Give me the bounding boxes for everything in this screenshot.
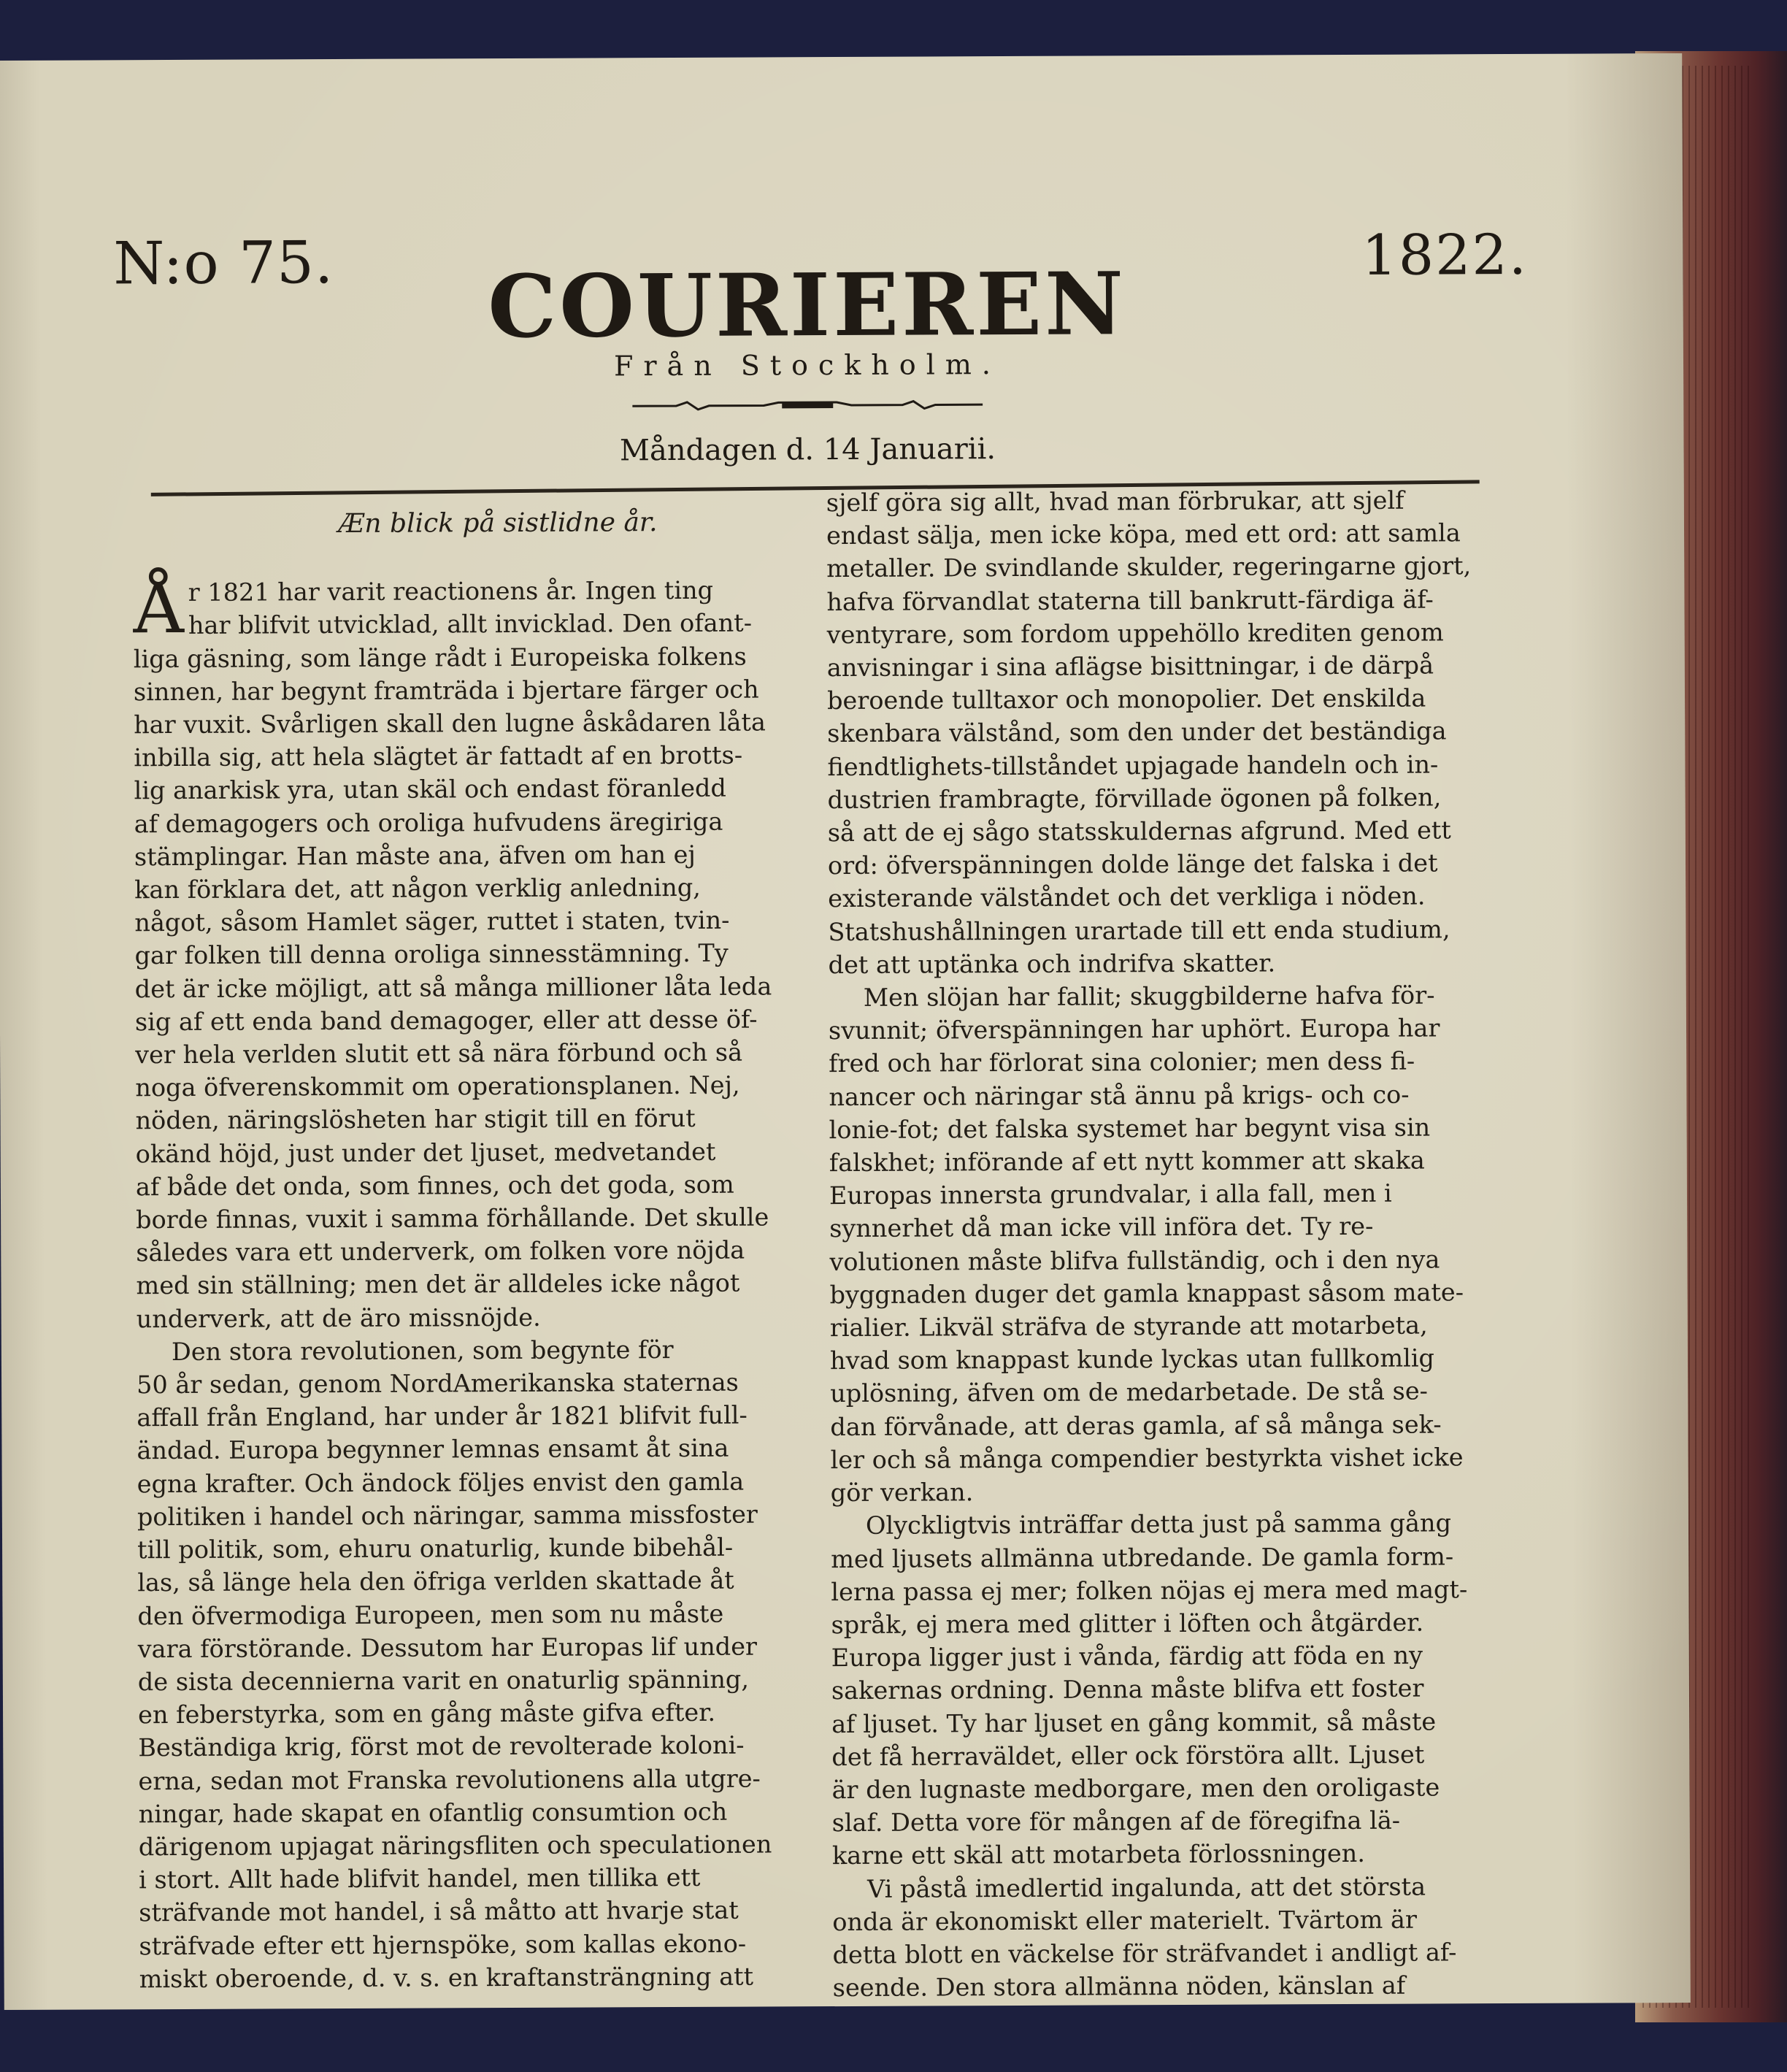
- text-line: fiendtlighets-tillståndet upjagade handeln och in-: [827, 750, 1439, 781]
- text-line: fred och har förlorat sina colonier; men dess fi-: [829, 1047, 1415, 1078]
- left-column-text: [133, 567, 839, 1995]
- text-line: Europa ligger just i vånda, färdig att föda en ny: [831, 1641, 1423, 1673]
- text-line: gar folken till denna oroliga sinnesstämning. Ty: [134, 939, 729, 970]
- text-line: stämplingar. Han måste ana, äfven om han ej: [134, 840, 696, 872]
- text-line: till politik, som, ehuru onaturlig, kunde bibehål-: [137, 1532, 734, 1565]
- text-line: af demagogers och oroliga hufvudens äregiriga: [134, 807, 723, 838]
- text-line: sig af ett enda band demagoger, eller att desse öf-: [134, 1005, 758, 1037]
- text-line: egna krafter. Och ändock följes envist den gamla: [137, 1467, 745, 1498]
- newspaper-subtitle: Från Stockholm.: [613, 348, 1002, 383]
- text-line: anvisningar i sina aflägse bisittningar, i de därpå: [826, 651, 1434, 683]
- text-line: af både det onda, som finnes, och det goda, som: [135, 1170, 734, 1202]
- text-line: sjelf göra sig allt, hvad man förbrukar, att sjelf: [826, 486, 1404, 518]
- text-line: nöden, näringslösheten har stigit till en förut: [135, 1104, 696, 1135]
- text-line: rialier. Likväl sträfva de styrande att motarbeta,: [829, 1311, 1428, 1343]
- text-line: ler och så många compendier bestyrkta vishet icke: [830, 1443, 1464, 1474]
- text-line: Men slöjan har fallit; skuggbilderne hafva för-: [863, 981, 1435, 1012]
- text-line: med ljusets allmänna utbredande. De gamla form-: [831, 1541, 1454, 1573]
- text-line: lig anarkisk yra, utan skäl och endast föranledd: [134, 774, 726, 805]
- newspaper-title: COURIEREN: [488, 253, 1127, 358]
- text-line: endast sälja, men icke köpa, med ett ord: att samla: [826, 518, 1461, 550]
- text-line: Olyckligtvis inträffar detta just på samma gång: [865, 1508, 1452, 1540]
- issue-year: 1822.: [1361, 221, 1529, 288]
- text-line: karne ett skäl att motarbeta förlossningen.: [831, 1839, 1366, 1870]
- text-line: slaf. Detta vore för mången af de föregifna lä-: [831, 1806, 1401, 1838]
- text-line: hafva förvandlat staterna till bankrutt-färdiga äf-: [826, 585, 1434, 616]
- text-line: miskt oberoende, d. v. s. en kraftansträngning att: [139, 1962, 754, 1993]
- paper-sheet: [0, 53, 1691, 2010]
- text-line: språk, ej mera med glitter i löften och åtgärder.: [831, 1608, 1424, 1639]
- issue-number: N:o 75.: [113, 229, 334, 298]
- text-line: metaller. De svindlande skulder, regeringarne gjort,: [826, 551, 1472, 583]
- text-line: falskhet; införande af ett nytt kommer att skaka: [829, 1146, 1425, 1178]
- text-line: det att uptänka och indrifva skatter.: [828, 948, 1276, 979]
- text-line: sträfvade efter ett hjernspöke, som kallas ekono-: [139, 1929, 747, 1960]
- text-line: lerna passa ej mer; folken nöjas ej mera med magt-: [831, 1574, 1468, 1606]
- text-line: hvad som knappast kunde lyckas utan fullkomlig: [829, 1343, 1435, 1375]
- text-line: något, såsom Hamlet säger, ruttet i staten, tvin-: [134, 905, 730, 937]
- text-line: således vara ett underverk, om folken vore nöjda: [136, 1235, 745, 1267]
- right-column-text: [826, 483, 1534, 2005]
- text-line: byggnaden duger det gamla knappast såsom mate-: [829, 1278, 1464, 1309]
- text-line: sinnen, har begynt framträda i bjertare färger och: [133, 675, 759, 707]
- text-line: en feberstyrka, som en gång måste gifva efter.: [137, 1697, 716, 1730]
- text-line: r 1821 har varit reactionens år. Ingen ting: [188, 575, 714, 607]
- text-line: liga gäsning, som länge rådt i Europeiska folkens: [133, 642, 747, 673]
- text-line: därigenom upjagat näringsfliten och speculationen: [138, 1830, 772, 1862]
- text-line: ventyrare, som fordom uppehöllo krediten genom: [826, 618, 1444, 649]
- text-line: 50 år sedan, genom NordAmerikanska staternas: [137, 1367, 739, 1400]
- text-line: lonie-fot; det falska systemet har begynt visa sin: [829, 1113, 1431, 1144]
- text-line: uplösning, äfven om de medarbetade. De stå se-: [830, 1376, 1429, 1408]
- text-line: las, så länge hela den öfriga verlden skattade åt: [137, 1565, 734, 1597]
- text-line: den öfvermodiga Europeen, men som nu måste: [137, 1599, 724, 1630]
- text-line: gör verkan.: [830, 1478, 974, 1508]
- ornament-rule-icon: [632, 399, 983, 411]
- drop-capital: Å: [133, 567, 185, 650]
- text-line: inbilla sig, att hela slägtet är fattadt af en brotts-: [134, 740, 743, 772]
- text-line: detta blott en väckelse för sträfvandet i andligt af-: [832, 1938, 1457, 1970]
- text-line: onda är ekonomiskt eller materielt. Tvärtom är: [832, 1905, 1418, 1936]
- text-line: svunnit; öfverspänningen har uphört. Europa har: [828, 1013, 1440, 1045]
- text-line: med sin ställning; men det är alldeles icke något: [136, 1269, 740, 1300]
- column-right: [826, 483, 1534, 2005]
- text-line: politiken i handel och näringar, samma missfoster: [137, 1500, 758, 1532]
- text-line: vara förstörande. Dessutom har Europas lif under: [137, 1632, 758, 1663]
- text-line: erna, sedan mot Franska revolutionens alla utgre-: [138, 1764, 761, 1795]
- text-line: ändad. Europa begynner lemnas ensamt åt sina: [137, 1434, 729, 1465]
- text-line: dan förvånade, att deras gamla, af så många sek-: [830, 1410, 1442, 1441]
- text-line: skenbara välstånd, som den under det beständiga: [827, 716, 1447, 748]
- issue-date: Måndagen d. 14 Januarii.: [619, 432, 996, 468]
- text-line: Europas innersta grundvalar, i alla fall, men i: [829, 1178, 1392, 1210]
- text-line: det få herraväldet, eller ock förstöra allt. Ljuset: [831, 1740, 1425, 1771]
- text-line: har vuxit. Svårligen skall den lugne åskådaren låta: [134, 707, 766, 740]
- text-line: affall från England, har under år 1821 blifvit full-: [137, 1400, 748, 1432]
- text-line: sträfvande mot handel, i så måtto att hvarje stat: [139, 1895, 739, 1927]
- text-line: Den stora revolutionen, som begynte för: [171, 1335, 674, 1366]
- text-line: seende. Den stora allmänna nöden, känslan af: [832, 1971, 1406, 2003]
- text-line: beroende tulltaxor och monopolier. Det enskilda: [826, 683, 1426, 715]
- text-line: existerande välståndet och det verkliga i nöden.: [828, 881, 1426, 913]
- text-line: de sista decennierna varit en onaturlig spänning,: [137, 1665, 750, 1697]
- text-line: volutionen måste blifva fullständig, och i den nya: [829, 1245, 1440, 1276]
- text-line: underverk, att de äro missnöjde.: [136, 1302, 541, 1333]
- text-line: kan förklara det, att någon verklig anledning,: [134, 872, 701, 905]
- text-line: borde finnas, vuxit i samma förhållande. Det skulle: [136, 1202, 769, 1235]
- text-line: är den lugnaste medborgare, men den oroligaste: [831, 1773, 1440, 1804]
- text-line: i stort. Allt hade blifvit handel, men tillika ett: [138, 1862, 701, 1895]
- text-line: sakernas ordning. Denna måste blifva ett foster: [831, 1673, 1424, 1705]
- text-line: synnerhet då man icke vill införa det. Ty re-: [829, 1212, 1374, 1243]
- text-line: okänd höjd, just under det ljuset, medvetandet: [135, 1137, 716, 1168]
- article-heading: Æn blick på sistlidne år.: [338, 507, 658, 540]
- text-line: noga öfverenskommit om operationsplanen. Nej,: [135, 1070, 740, 1102]
- text-line: det är icke möjligt, att så många millioner låta leda: [134, 972, 772, 1003]
- text-line: har blifvit utvicklad, allt invicklad. Den ofant-: [188, 608, 753, 640]
- text-line: Statshushållningen urartade till ett enda studium,: [828, 915, 1450, 946]
- text-line: Beständiga krig, först mot de revolterade koloni-: [138, 1730, 745, 1762]
- text-line: ningar, hade skapat en ofantlig consumtion och: [138, 1797, 728, 1828]
- text-line: så att de ej sågo statsskuldernas afgrund. Med ett: [827, 816, 1451, 848]
- text-line: dustrien frambragte, förvillade ögonen på folken,: [827, 783, 1442, 814]
- text-line: nancer och näringar stå ännu på krigs- och co-: [829, 1080, 1410, 1111]
- text-line: Vi påstå imedlertid ingalunda, att det största: [867, 1872, 1426, 1903]
- text-line: ver hela verlden slutit ett så nära förbund och så: [135, 1037, 743, 1070]
- text-line: ord: öfverspänningen dolde länge det falska i det: [827, 848, 1438, 880]
- text-line: af ljuset. Ty har ljuset en gång kommit, så måste: [831, 1706, 1437, 1738]
- column-left: [133, 495, 840, 1995]
